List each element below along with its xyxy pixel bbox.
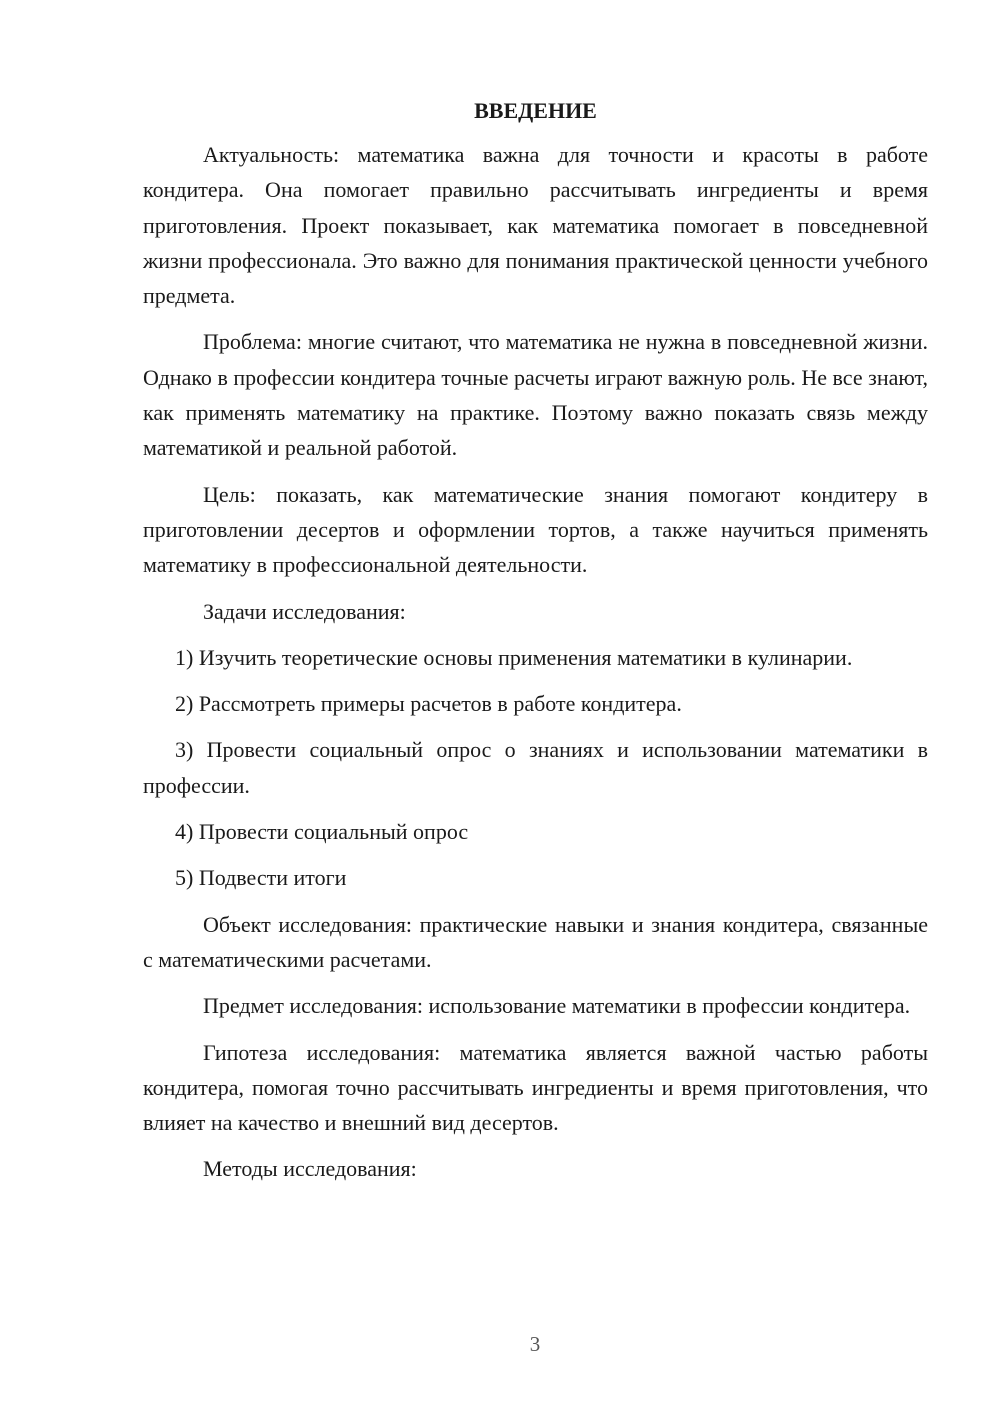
paragraph-goal: Цель: показать, как математические знания помогают кондитеру в приготовлении десертов и оформлении тортов, а также научиться применять математику в профессиональной деятельности.	[143, 481, 928, 578]
page-number: 3	[529, 1332, 541, 1356]
methods-heading: Методы исследования:	[203, 1156, 417, 1182]
tasks-heading: Задачи исследования:	[203, 598, 406, 624]
paragraph-problem: Проблема: многие считают, что математика не нужна в повседневной жизни. Однако в профессии кондитера точные расчеты играют важную роль. Не все знают, как применять математику на практике. Поэтому важно показать связь между математикой и реальной работой.	[143, 329, 928, 461]
task-item-2: 2) Рассмотреть примеры расчетов в работе кондитера.	[175, 691, 682, 717]
paragraph-hypothesis: Гипотеза исследования: математика является важной частью работы кондитера, помогая точно рассчитывать ингредиенты и время приготовления, что влияет на качество и внешний вид десертов.	[143, 1039, 928, 1136]
paragraph-object: Объект исследования: практические навыки и знания кондитера, связанные с математическими расчетами.	[143, 911, 928, 972]
task-item-1: 1) Изучить теоретические основы применения математики в кулинарии.	[175, 644, 853, 670]
paragraph-relevance: Актуальность: математика важна для точности и красоты в работе кондитера. Она помогает правильно рассчитывать ингредиенты и время приготовления. Проект показывает, как математика помогает в повседневной жизни профессионала. Это важно для понимания практической ценности учебного предмета.	[143, 142, 928, 309]
page-content	[143, 95, 928, 1198]
page-title: ВВЕДЕНИЕ	[474, 98, 597, 123]
task-item-4: 4) Провести социальный опрос	[175, 819, 469, 845]
paragraph-subject: Предмет исследования: использование математики в профессии кондитера.	[203, 993, 911, 1019]
task-item-3: 3) Провести социальный опрос о знаниях и использовании математики в профессии.	[143, 737, 928, 798]
task-item-5: 5) Подвести итоги	[175, 865, 347, 891]
